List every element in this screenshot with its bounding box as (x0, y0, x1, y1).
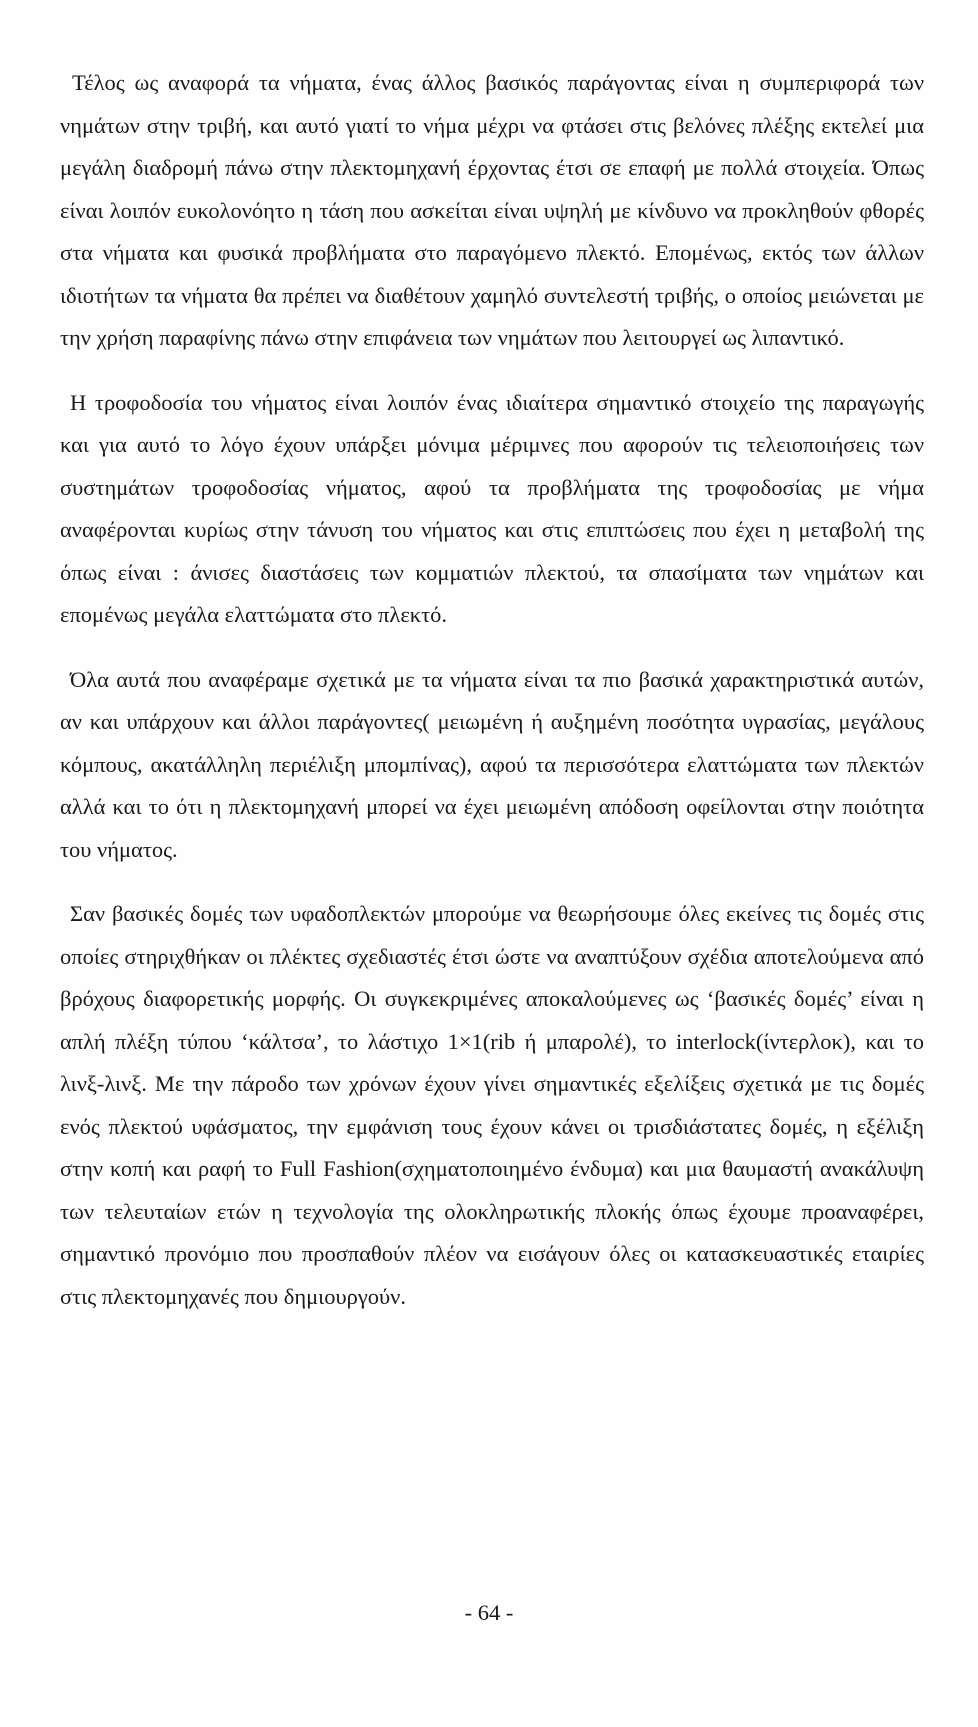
paragraph-2: Η τροφοδοσία του νήματος είναι λοιπόν ένας ιδιαίτερα σημαντικό στοιχείο της παραγωγής και για αυτό το λόγο έχουν υπάρξει μόνιμα μέριμνες που αφορούν τις τελειοποιήσεις των συστημάτων τροφοδοσίας νήματος, αφού τα προβλήματα της τροφοδοσίας με νήμα αναφέρονται κυρίως στην τάνυση του νήματος και στις επιπτώσεις που έχει η μεταβολή της όπως είναι : άνισες διαστάσεις των κομματιών πλεκτού, τα σπασίματα των νημάτων και επομένως μεγάλα ελαττώματα στο πλεκτό. (60, 389, 924, 627)
body-text (60, 62, 924, 1340)
paragraph-3: Όλα αυτά που αναφέραμε σχετικά με τα νήματα είναι τα πιο βασικά χαρακτηριστικά αυτών, αν και υπάρχουν και άλλοι παράγοντες( μειωμένη ή αυξημένη ποσότητα υγρασίας, μεγάλους κόμπους, ακατάλληλη περιέλιξη μπομπίνας), αφού τα περισσότερα ελαττώματα των πλεκτών αλλά και το ότι η πλεκτομηχανή μπορεί να έχει μειωμένη απόδοση οφείλονται στην ποιότητα του νήματος. (60, 666, 924, 862)
paragraph-1: Τέλος ως αναφορά τα νήματα, ένας άλλος βασικός παράγοντας είναι η συμπεριφορά των νημάτων στην τριβή, και αυτό γιατί το νήμα μέχρι να φτάσει στις βελόνες πλέξης εκτελεί μια μεγάλη διαδρομή πάνω στην πλεκτομηχανή έρχοντας έτσι σε επαφή με πολλά στοιχεία. Όπως είναι λοιπόν ευκολονόητο η τάση που ασκείται είναι υψηλή με κίνδυνο να προκληθούν φθορές στα νήματα και φυσικά προβλήματα στο παραγόμενο πλεκτό. Επομένως, εκτός των άλλων ιδιοτήτων τα νήματα θα πρέπει να διαθέτουν χαμηλό συντελεστή τριβής, ο οποίος μειώνεται με την χρήση παραφίνης πάνω στην επιφάνεια των νημάτων που λειτουργεί ως λιπαντικό. (60, 70, 924, 350)
page-number: - 64 - (464, 1600, 514, 1625)
paragraph-4: Σαν βασικές δομές των υφαδοπλεκτών μπορούμε να θεωρήσουμε όλες εκείνες τις δομές στις οποίες στηριχθήκαν οι πλέκτες σχεδιαστές έτσι ώστε να αναπτύξουν σχέδια αποτελούμενα από βρόχους διαφορετικής μορφής. Οι συγκεκριμένες αποκαλούμενες ως ‘βασικές δομές’ είναι η απλή πλέξη τύπου ‘κάλτσα’, το λάστιχο 1×1(rib ή μπαρολέ), το interlock(ίντερλοκ), και το λινξ-λινξ. Με την πάροδο των χρόνων έχουν γίνει σημαντικές εξελίξεις σχετικά με τις δομές ενός πλεκτού υφάσματος, την εμφάνιση τους έχουν κάνει οι τρισδιάστατες δομές, η εξέλιξη στην κοπή και ραφή το Full Fashion(σχηματοποιημένο ένδυμα) και μια θαυμαστή ανακάλυψη των τελευταίων ετών η τεχνολογία της ολοκληρωτικής πλοκής όπως έχουμε προαναφέρει, σημαντικό προνόμιο που προσπαθούν πλέον να εισάγουν όλες οι κατασκευαστικές εταιρίες στις πλεκτομηχανές που δημιουργούν. (60, 901, 924, 1309)
